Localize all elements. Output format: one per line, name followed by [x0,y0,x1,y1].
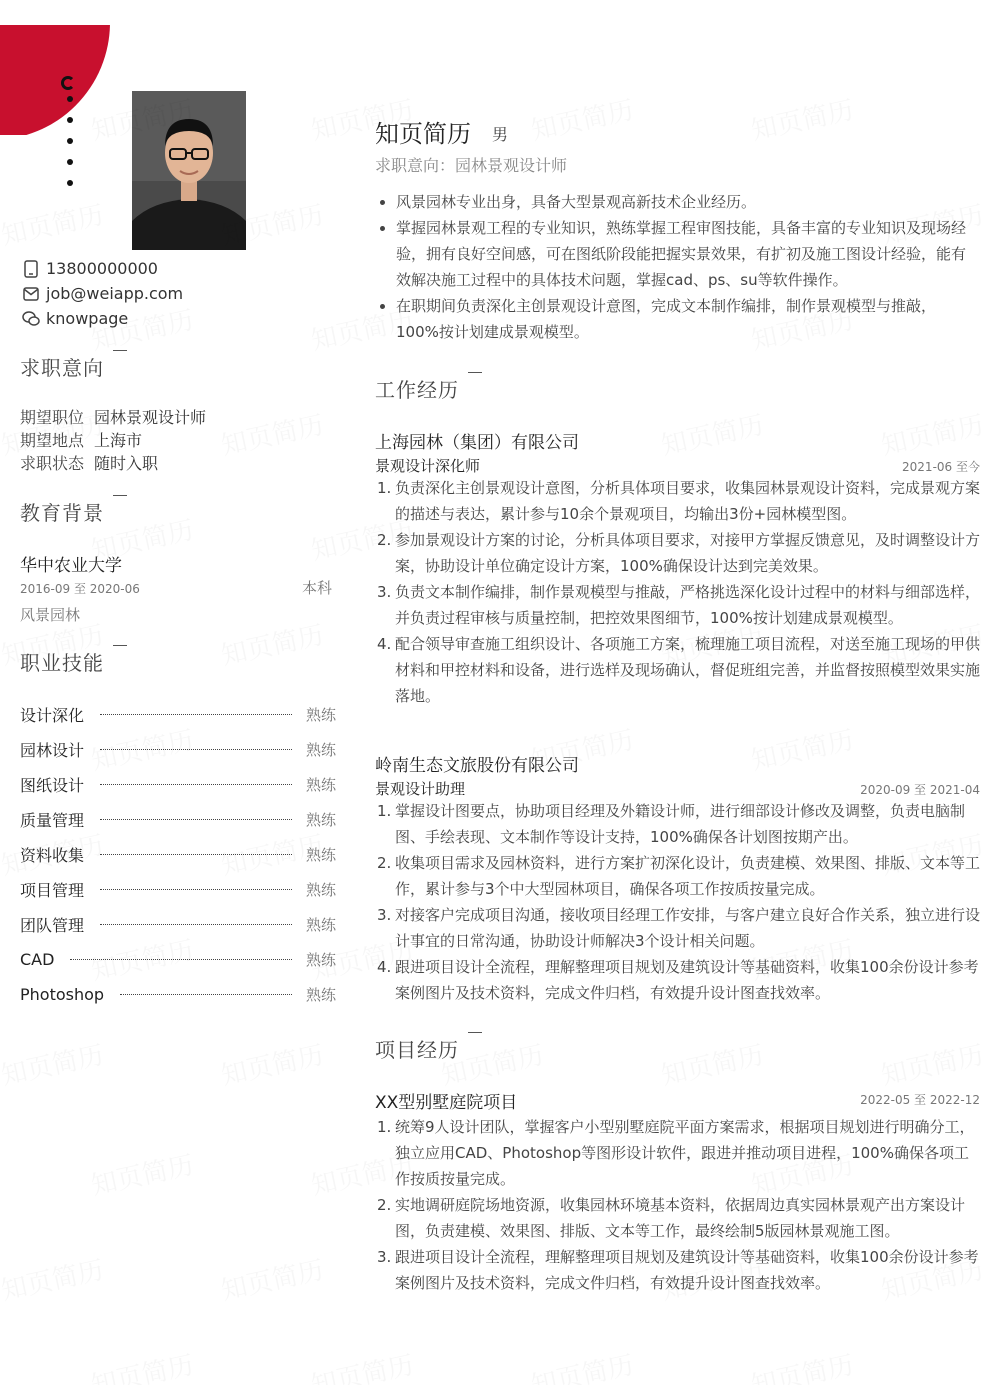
project-dates: 2022-05 至 2022-12 [860,1093,980,1107]
work-company: 上海园林（集团）有限公司 [375,433,579,453]
skill-item: 园林设计 熟练 [20,741,336,760]
duty-item: 1. 统筹9人设计团队，掌握客户小型别墅庭院平面方案需求，根据项目规划进行明确分工，独立应用CAD、Photoshop等图形设计软件，跟进并推动项目进程，100%确保各项工作按质按量完成。 [377,1118,975,1188]
duty-item: 3. 跟进项目设计全流程，理解整理项目规划及建筑设计等基础资料，收集100余份设计参考案例图片及技术资料，完成文件归档，有效提升设计图查找效率。 [377,1248,979,1292]
watermark [307,1345,416,1385]
education-school: 华中农业大学 [20,556,122,576]
intent-position: 期望职位 园林景观设计师 [20,408,207,427]
duty-item: 4. 跟进项目设计全流程，理解整理项目规划及建筑设计等基础资料，收集100余份设计参考案例图片及技术资料，完成文件归档，有效提升设计图查找效率。 [377,958,979,1002]
watermark [747,90,856,148]
wechat-icon [22,310,40,328]
education-degree: 本科 [302,579,333,597]
duty-item: 2. 收集项目需求及园林资料，进行方案扩初深化设计，负责建模、效果图、排版、文本等工作，累计参与3个中大型园林项目，确保各项工作按质按量完成。 [377,854,981,898]
duty-item: 1. 掌握设计图要点，协助项目经理及外籍设计师，进行细部设计修改及调整，负责电脑制图、手绘表现、文本制作等设计支持，100%确保各计划图按期产出。 [377,802,966,846]
skills-heading: 职业技能 [20,647,104,676]
education-heading: 教育背景 [20,497,104,526]
duty-item: 2. 参加景观设计方案的讨论，分析具体项目要求，对接甲方掌握反馈意见，及时调整设计方案，协助设计单位确定设计方案，100%确保设计达到完美效果。 [377,531,981,575]
watermark [87,1145,196,1203]
duty-item: 2. 实地调研庭院场地资源，收集园林环境基本资料，依据周边真实园林景观产出方案设计图，负责建模、效果图、排版、文本等工作，最终绘制5版园林景观施工图。 [377,1196,966,1240]
skill-item: 资料收集 熟练 [20,846,336,865]
work-role: 景观设计深化师 [375,457,481,475]
profile-photo [132,91,246,250]
binder-dots-decoration [67,80,73,201]
watermark [217,1035,326,1093]
skills-list [20,697,336,1012]
watermark [217,615,326,673]
skill-item: Photoshop 熟练 [20,985,336,1004]
education-major: 风景园林 [20,606,81,624]
phone-icon [22,260,40,278]
duty-item: 1. 负责深化主创景观设计意图，分析具体项目要求，收集园林景观设计资料，完成景观方案的描述与表达，累计参与10余个景观项目，均输出3份+园林模型图。 [377,479,981,523]
watermark [657,1035,766,1093]
watermark [87,1345,196,1385]
corner-decoration [0,25,110,135]
skill-item: 设计深化 熟练 [20,706,336,725]
candidate-gender: 男 [492,125,509,144]
wechat-text: knowpage [46,309,129,328]
intent-location: 期望地点 上海市 [20,431,143,450]
candidate-name: 知页简历 [375,120,471,148]
phone-text: 13800000000 [46,259,158,278]
project-duties [375,1114,980,1296]
watermark [527,1345,636,1385]
watermark [217,405,326,463]
skill-item: 团队管理 熟练 [20,916,336,935]
duty-item: 3. 对接客户完成项目沟通，接收项目经理工作安排，与客户建立良好合作关系，独立进行设计事宜的日常沟通，协助设计师解决3个设计相关问题。 [377,906,981,950]
watermark [0,195,107,253]
work-dates: 2020-09 至 2021-04 [860,783,980,797]
contact-email [22,281,183,306]
watermark [877,1035,986,1093]
email-text: job@weiapp.com [46,284,184,303]
summary-item: 掌握园林景观工程的专业知识，熟练掌握工程审图技能，具备丰富的专业知识及现场经验，拥有良好空间感，可在图纸阶段能把握实景效果，有扩初及施工图设计经验，能有效解决施工过程中的具体技术问题，掌握cad、ps、su等软件操作。 [378,215,978,293]
skill-item: 图纸设计 熟练 [20,776,336,795]
project-heading: 项目经历 [375,1034,459,1063]
work-duties [375,798,980,1006]
education-dates: 2016-09 至 2020-06 [20,582,140,596]
intent-block [20,406,206,475]
watermark [657,405,766,463]
watermark [0,1250,107,1308]
watermark [747,1345,856,1385]
watermark [877,405,986,463]
skill-item: CAD 熟练 [20,950,336,969]
skill-item: 质量管理 熟练 [20,811,336,830]
summary-item: 风景园林专业出身，具备大型景观高新技术企业经历。 [378,189,978,215]
watermark [217,1250,326,1308]
mail-icon [22,285,40,303]
summary-item: 在职期间负责深化主创景观设计意图，完成文本制作编排，制作景观模型与推敲，100%按计划建成景观模型。 [378,293,978,345]
intent-heading: 求职意向 [20,352,104,381]
contact-block [22,256,183,331]
duty-item: 4. 配合领导审查施工组织设计、各项施工方案，梳理施工项目流程，对送至施工现场的甲供材料和甲控材料和设备，进行选样及现场确认，督促班组完善，并监督按照模型效果实施落地。 [377,635,981,705]
work-heading: 工作经历 [375,374,459,403]
summary-list [378,189,978,345]
work-role: 景观设计助理 [375,780,466,798]
watermark [527,90,636,148]
contact-phone [22,256,183,281]
work-duties [375,475,980,709]
duty-item: 3. 负责文本制作编排，制作景观模型与推敲，严格挑选深化设计过程中的材料与细部选样，并负责过程审核与质量控制，把控效果图细节，100%按计划建成景观模型。 [377,583,981,627]
work-dates: 2021-06 至今 [902,460,980,474]
skill-item: 项目管理 熟练 [20,881,336,900]
work-company: 岭南生态文旅股份有限公司 [375,756,579,776]
intent-status: 求职状态 随时入职 [20,454,159,473]
watermark [747,720,856,778]
watermark [0,1035,107,1093]
project-name: XX型别墅庭院项目 [375,1093,518,1113]
contact-wechat [22,306,183,331]
job-target: 求职意向：园林景观设计师 [375,156,568,175]
